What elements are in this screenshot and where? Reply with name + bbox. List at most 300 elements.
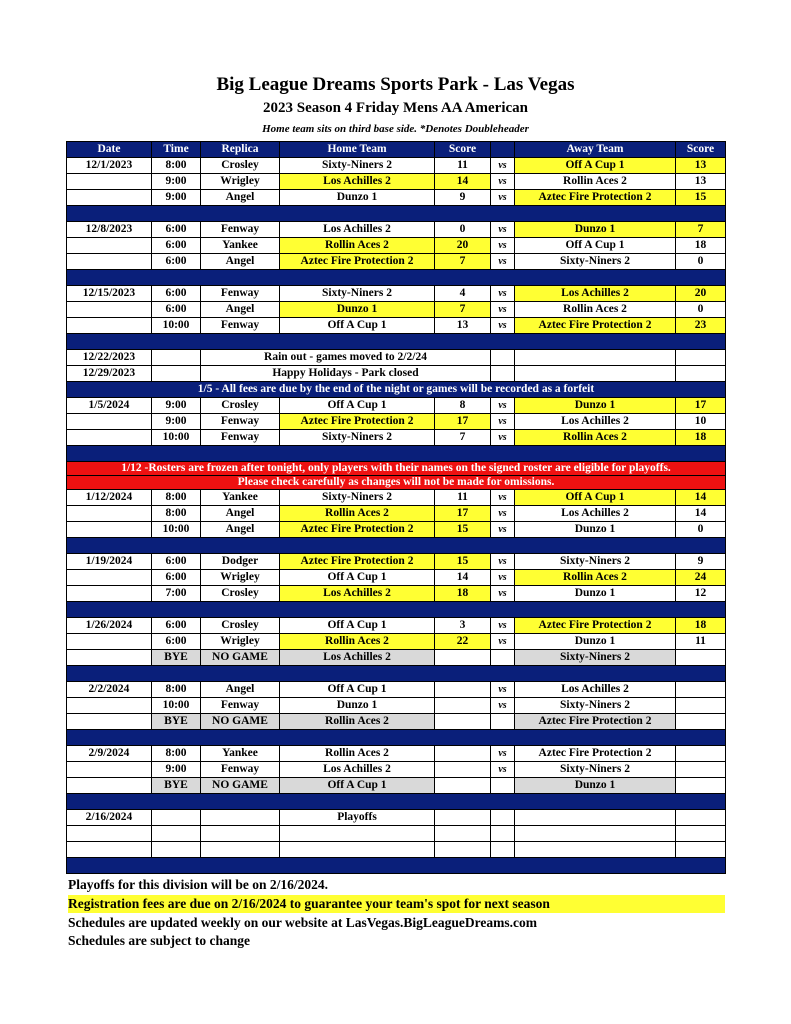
home-score-cell: 14	[435, 174, 491, 190]
roster-alert-row	[67, 462, 726, 476]
field-cell: Fenway	[201, 286, 280, 302]
field-cell: NO GAME	[201, 778, 280, 794]
game-row	[67, 174, 726, 190]
home-score-cell	[435, 714, 491, 730]
game-row	[67, 254, 726, 270]
roster-alert-row	[67, 476, 726, 490]
vs-cell: vs	[491, 634, 515, 650]
time-cell: 6:00	[152, 254, 201, 270]
field-cell: Yankee	[201, 490, 280, 506]
field-cell: Angel	[201, 254, 280, 270]
home-team-cell: Los Achilles 2	[280, 586, 435, 602]
game-row	[67, 618, 726, 634]
separator-cell	[67, 334, 726, 350]
home-team-cell: Sixty-Niners 2	[280, 490, 435, 506]
vs-cell: vs	[491, 682, 515, 698]
home-score-cell	[435, 682, 491, 698]
game-row	[67, 286, 726, 302]
blank-cell	[67, 842, 152, 858]
time-cell: 8:00	[152, 490, 201, 506]
away-team-cell: Sixty-Niners 2	[515, 762, 676, 778]
away-score-cell: 20	[676, 286, 726, 302]
vs-cell: vs	[491, 318, 515, 334]
field-cell: Wrigley	[201, 570, 280, 586]
home-team-cell: Los Achilles 2	[280, 222, 435, 238]
season-subtitle: 2023 Season 4 Friday Mens AA American	[263, 100, 528, 116]
home-score-cell: 0	[435, 222, 491, 238]
away-score-cell: 13	[676, 158, 726, 174]
game-row	[67, 762, 726, 778]
separator-cell	[67, 794, 726, 810]
home-team-cell: Off A Cup 1	[280, 570, 435, 586]
registration-note: Registration fees are due on 2/16/2024 to guarantee your team's spot for next season	[68, 895, 725, 913]
vs-cell	[491, 714, 515, 730]
home-team-cell: Off A Cup 1	[280, 318, 435, 334]
schedule-body	[67, 158, 726, 874]
home-score-cell: 14	[435, 570, 491, 586]
vs-cell: vs	[491, 302, 515, 318]
date-cell	[67, 174, 152, 190]
game-row	[67, 302, 726, 318]
away-team-cell: Dunzo 1	[515, 222, 676, 238]
roster-alert: Please check carefully as changes will not be made for omissions.	[67, 476, 726, 490]
bye-row	[67, 778, 726, 794]
home-score-cell: 18	[435, 586, 491, 602]
time-cell: 6:00	[152, 570, 201, 586]
home-score-cell: 20	[435, 238, 491, 254]
blank-row	[67, 842, 726, 858]
date-cell	[67, 318, 152, 334]
vs-cell: vs	[491, 490, 515, 506]
home-score-cell: 15	[435, 554, 491, 570]
bye-row	[67, 714, 726, 730]
col-away-score: Score	[676, 142, 726, 158]
date-cell	[67, 714, 152, 730]
separator-row	[67, 666, 726, 682]
home-score-cell	[435, 778, 491, 794]
vs-cell	[491, 366, 515, 382]
date-cell: 1/19/2024	[67, 554, 152, 570]
blank-cell	[435, 842, 491, 858]
away-score-cell: 12	[676, 586, 726, 602]
away-score-cell	[676, 810, 726, 826]
vs-cell: vs	[491, 746, 515, 762]
home-team-cell: Off A Cup 1	[280, 398, 435, 414]
away-team-cell: Rollin Aces 2	[515, 174, 676, 190]
vs-cell	[491, 350, 515, 366]
home-score-cell: 17	[435, 506, 491, 522]
blank-cell	[201, 842, 280, 858]
away-score-cell	[676, 366, 726, 382]
time-cell: 6:00	[152, 634, 201, 650]
date-cell: 1/26/2024	[67, 618, 152, 634]
blank-cell	[435, 826, 491, 842]
home-score-cell	[435, 810, 491, 826]
away-team-cell: Sixty-Niners 2	[515, 254, 676, 270]
time-cell: 8:00	[152, 682, 201, 698]
home-team-cell: Aztec Fire Protection 2	[280, 522, 435, 538]
home-team-cell: Off A Cup 1	[280, 682, 435, 698]
field-cell: Crosley	[201, 618, 280, 634]
note-row	[67, 366, 726, 382]
vs-cell: vs	[491, 158, 515, 174]
away-score-cell: 15	[676, 190, 726, 206]
field-cell: Angel	[201, 522, 280, 538]
separator-cell	[67, 666, 726, 682]
time-cell: 6:00	[152, 286, 201, 302]
away-team-cell: Aztec Fire Protection 2	[515, 618, 676, 634]
away-score-cell: 14	[676, 490, 726, 506]
away-team-cell: Los Achilles 2	[515, 506, 676, 522]
date-cell	[67, 506, 152, 522]
field-cell: Wrigley	[201, 174, 280, 190]
vs-cell: vs	[491, 254, 515, 270]
col-home-team: Home Team	[280, 142, 435, 158]
vs-cell: vs	[491, 286, 515, 302]
vs-cell: vs	[491, 238, 515, 254]
date-cell	[67, 430, 152, 446]
home-team-cell: Rollin Aces 2	[280, 506, 435, 522]
home-team-cell: Aztec Fire Protection 2	[280, 414, 435, 430]
game-row	[67, 586, 726, 602]
away-team-cell: Aztec Fire Protection 2	[515, 714, 676, 730]
home-team-cell: Los Achilles 2	[280, 174, 435, 190]
date-cell	[67, 586, 152, 602]
away-score-cell	[676, 650, 726, 666]
date-cell: 12/29/2023	[67, 366, 152, 382]
game-row	[67, 190, 726, 206]
away-team-cell: Aztec Fire Protection 2	[515, 318, 676, 334]
header-row	[67, 142, 726, 158]
playoff-row	[67, 810, 726, 826]
field-cell: Fenway	[201, 414, 280, 430]
away-score-cell: 10	[676, 414, 726, 430]
home-team-cell: Off A Cup 1	[280, 778, 435, 794]
home-team-cell: Rollin Aces 2	[280, 238, 435, 254]
time-cell: 6:00	[152, 554, 201, 570]
away-team-cell: Off A Cup 1	[515, 238, 676, 254]
home-team-cell: Dunzo 1	[280, 190, 435, 206]
home-score-cell: 11	[435, 158, 491, 174]
home-team-cell: Rollin Aces 2	[280, 746, 435, 762]
away-score-cell: 13	[676, 174, 726, 190]
blank-cell	[676, 842, 726, 858]
time-cell: 7:00	[152, 586, 201, 602]
separator-row	[67, 602, 726, 618]
field-cell: Angel	[201, 682, 280, 698]
field-cell: Yankee	[201, 238, 280, 254]
blank-cell	[201, 826, 280, 842]
field-cell: NO GAME	[201, 714, 280, 730]
home-team-cell: Rollin Aces 2	[280, 634, 435, 650]
time-cell: 9:00	[152, 174, 201, 190]
separator-row	[67, 730, 726, 746]
time-cell: 6:00	[152, 222, 201, 238]
playoff-label: Playoffs	[280, 810, 435, 826]
note-text: Happy Holidays - Park closed	[201, 366, 491, 382]
home-team-cell: Off A Cup 1	[280, 618, 435, 634]
game-row	[67, 522, 726, 538]
away-team-cell: Aztec Fire Protection 2	[515, 190, 676, 206]
game-row	[67, 158, 726, 174]
time-cell	[152, 810, 201, 826]
game-row	[67, 570, 726, 586]
home-score-cell: 13	[435, 318, 491, 334]
home-score-cell	[435, 698, 491, 714]
vs-cell: vs	[491, 762, 515, 778]
time-cell: 9:00	[152, 398, 201, 414]
away-team-cell: Rollin Aces 2	[515, 430, 676, 446]
note-row	[67, 350, 726, 366]
date-cell	[67, 634, 152, 650]
vs-cell	[491, 650, 515, 666]
date-cell	[67, 414, 152, 430]
game-row	[67, 506, 726, 522]
time-cell: 10:00	[152, 522, 201, 538]
home-score-cell: 9	[435, 190, 491, 206]
time-cell: BYE	[152, 714, 201, 730]
away-team-cell: Dunzo 1	[515, 778, 676, 794]
time-cell: 8:00	[152, 158, 201, 174]
page-title: Big League Dreams Sports Park - Las Vegas	[216, 74, 575, 95]
date-cell: 1/12/2024	[67, 490, 152, 506]
separator-cell	[67, 858, 726, 874]
game-row	[67, 698, 726, 714]
away-score-cell: 7	[676, 222, 726, 238]
field-cell	[201, 810, 280, 826]
game-row	[67, 554, 726, 570]
home-team-cell: Sixty-Niners 2	[280, 158, 435, 174]
field-cell: Crosley	[201, 158, 280, 174]
col-vs	[491, 142, 515, 158]
date-cell: 1/5/2024	[67, 398, 152, 414]
time-cell	[152, 350, 201, 366]
away-team-cell: Los Achilles 2	[515, 286, 676, 302]
home-score-cell: 11	[435, 490, 491, 506]
home-score-cell: 3	[435, 618, 491, 634]
home-team-cell: Rollin Aces 2	[280, 714, 435, 730]
game-row	[67, 398, 726, 414]
away-score-cell: 18	[676, 430, 726, 446]
vs-cell	[491, 810, 515, 826]
time-cell: 10:00	[152, 318, 201, 334]
away-team-cell	[515, 366, 676, 382]
time-cell: 9:00	[152, 414, 201, 430]
time-cell: 9:00	[152, 190, 201, 206]
home-score-cell: 4	[435, 286, 491, 302]
vs-cell: vs	[491, 698, 515, 714]
home-team-cell: Los Achilles 2	[280, 762, 435, 778]
date-cell	[67, 762, 152, 778]
game-row	[67, 490, 726, 506]
vs-cell: vs	[491, 430, 515, 446]
date-cell	[67, 190, 152, 206]
subject-to-change-note: Schedules are subject to change	[68, 933, 250, 948]
game-row	[67, 746, 726, 762]
home-score-cell: 8	[435, 398, 491, 414]
away-score-cell: 24	[676, 570, 726, 586]
away-score-cell: 18	[676, 238, 726, 254]
away-team-cell: Off A Cup 1	[515, 158, 676, 174]
game-row	[67, 682, 726, 698]
bye-row	[67, 650, 726, 666]
home-score-cell	[435, 762, 491, 778]
home-score-cell	[435, 650, 491, 666]
home-score-cell: 7	[435, 430, 491, 446]
home-score-cell: 15	[435, 522, 491, 538]
away-score-cell: 0	[676, 302, 726, 318]
away-score-cell: 23	[676, 318, 726, 334]
blank-cell	[280, 826, 435, 842]
date-cell	[67, 570, 152, 586]
schedule-table	[66, 141, 726, 874]
game-row	[67, 634, 726, 650]
vs-cell: vs	[491, 522, 515, 538]
field-cell: Dodger	[201, 554, 280, 570]
away-score-cell	[676, 698, 726, 714]
vs-cell: vs	[491, 570, 515, 586]
time-cell	[152, 366, 201, 382]
field-cell: Fenway	[201, 222, 280, 238]
time-cell: 10:00	[152, 698, 201, 714]
home-team-cell: Los Achilles 2	[280, 650, 435, 666]
away-team-cell	[515, 350, 676, 366]
vs-cell: vs	[491, 174, 515, 190]
vs-cell: vs	[491, 190, 515, 206]
field-cell: Fenway	[201, 430, 280, 446]
date-cell: 12/22/2023	[67, 350, 152, 366]
away-team-cell: Sixty-Niners 2	[515, 554, 676, 570]
date-cell: 12/1/2023	[67, 158, 152, 174]
blank-cell	[676, 826, 726, 842]
away-team-cell: Rollin Aces 2	[515, 302, 676, 318]
field-cell: Angel	[201, 302, 280, 318]
col-replica: Replica	[201, 142, 280, 158]
vs-cell	[491, 778, 515, 794]
away-score-cell: 0	[676, 522, 726, 538]
away-score-cell: 0	[676, 254, 726, 270]
game-row	[67, 430, 726, 446]
separator-row	[67, 858, 726, 874]
date-cell: 12/15/2023	[67, 286, 152, 302]
home-team-cell: Dunzo 1	[280, 698, 435, 714]
away-team-cell: Aztec Fire Protection 2	[515, 746, 676, 762]
away-score-cell: 9	[676, 554, 726, 570]
blank-cell	[515, 826, 676, 842]
date-cell	[67, 650, 152, 666]
col-date: Date	[67, 142, 152, 158]
date-cell	[67, 522, 152, 538]
fees-banner-row	[67, 382, 726, 398]
separator-row	[67, 794, 726, 810]
vs-cell: vs	[491, 586, 515, 602]
away-team-cell	[515, 810, 676, 826]
game-row	[67, 222, 726, 238]
home-score-cell: 7	[435, 254, 491, 270]
vs-cell: vs	[491, 506, 515, 522]
vs-cell: vs	[491, 414, 515, 430]
col-home-score: Score	[435, 142, 491, 158]
fees-banner: 1/5 - All fees are due by the end of the night or games will be recorded as a forfeit	[67, 382, 726, 398]
away-team-cell: Rollin Aces 2	[515, 570, 676, 586]
col-away-team: Away Team	[515, 142, 676, 158]
home-team-note: Home team sits on third base side. *Denotes Doubleheader	[262, 123, 529, 135]
field-cell: Crosley	[201, 586, 280, 602]
home-score-cell: 7	[435, 302, 491, 318]
time-cell: BYE	[152, 778, 201, 794]
date-cell: 2/9/2024	[67, 746, 152, 762]
roster-alert: 1/12 -Rosters are frozen after tonight, only players with their names on the signed roster are eligible for playoffs.	[67, 462, 726, 476]
date-cell	[67, 698, 152, 714]
time-cell: 6:00	[152, 618, 201, 634]
time-cell: 8:00	[152, 746, 201, 762]
away-score-cell	[676, 746, 726, 762]
home-team-cell: Aztec Fire Protection 2	[280, 254, 435, 270]
blank-cell	[491, 826, 515, 842]
blank-cell	[515, 842, 676, 858]
away-team-cell: Off A Cup 1	[515, 490, 676, 506]
away-score-cell: 14	[676, 506, 726, 522]
field-cell: NO GAME	[201, 650, 280, 666]
separator-row	[67, 538, 726, 554]
home-team-cell: Sixty-Niners 2	[280, 430, 435, 446]
home-score-cell: 22	[435, 634, 491, 650]
col-time: Time	[152, 142, 201, 158]
note-text: Rain out - games moved to 2/2/24	[201, 350, 491, 366]
away-team-cell: Los Achilles 2	[515, 682, 676, 698]
away-score-cell: 11	[676, 634, 726, 650]
home-score-cell	[435, 746, 491, 762]
date-cell	[67, 254, 152, 270]
field-cell: Fenway	[201, 318, 280, 334]
blank-cell	[152, 826, 201, 842]
blank-cell	[152, 842, 201, 858]
vs-cell: vs	[491, 398, 515, 414]
website-note: Schedules are updated weekly on our website at LasVegas.BigLeagueDreams.com	[68, 915, 538, 930]
blank-cell	[280, 842, 435, 858]
field-cell: Fenway	[201, 698, 280, 714]
away-score-cell: 17	[676, 398, 726, 414]
separator-cell	[67, 730, 726, 746]
date-cell: 2/2/2024	[67, 682, 152, 698]
time-cell: 9:00	[152, 762, 201, 778]
separator-cell	[67, 446, 726, 462]
away-team-cell: Dunzo 1	[515, 398, 676, 414]
date-cell: 12/8/2023	[67, 222, 152, 238]
time-cell: BYE	[152, 650, 201, 666]
separator-row	[67, 334, 726, 350]
vs-cell: vs	[491, 618, 515, 634]
separator-cell	[67, 538, 726, 554]
date-cell	[67, 302, 152, 318]
game-row	[67, 318, 726, 334]
field-cell: Fenway	[201, 762, 280, 778]
home-team-cell: Aztec Fire Protection 2	[280, 554, 435, 570]
away-score-cell	[676, 714, 726, 730]
date-cell: 2/16/2024	[67, 810, 152, 826]
field-cell: Yankee	[201, 746, 280, 762]
blank-cell	[67, 826, 152, 842]
time-cell: 6:00	[152, 238, 201, 254]
away-score-cell	[676, 762, 726, 778]
away-team-cell: Sixty-Niners 2	[515, 698, 676, 714]
away-team-cell: Dunzo 1	[515, 522, 676, 538]
date-cell	[67, 238, 152, 254]
home-team-cell: Dunzo 1	[280, 302, 435, 318]
away-team-cell: Los Achilles 2	[515, 414, 676, 430]
vs-cell: vs	[491, 222, 515, 238]
vs-cell: vs	[491, 554, 515, 570]
